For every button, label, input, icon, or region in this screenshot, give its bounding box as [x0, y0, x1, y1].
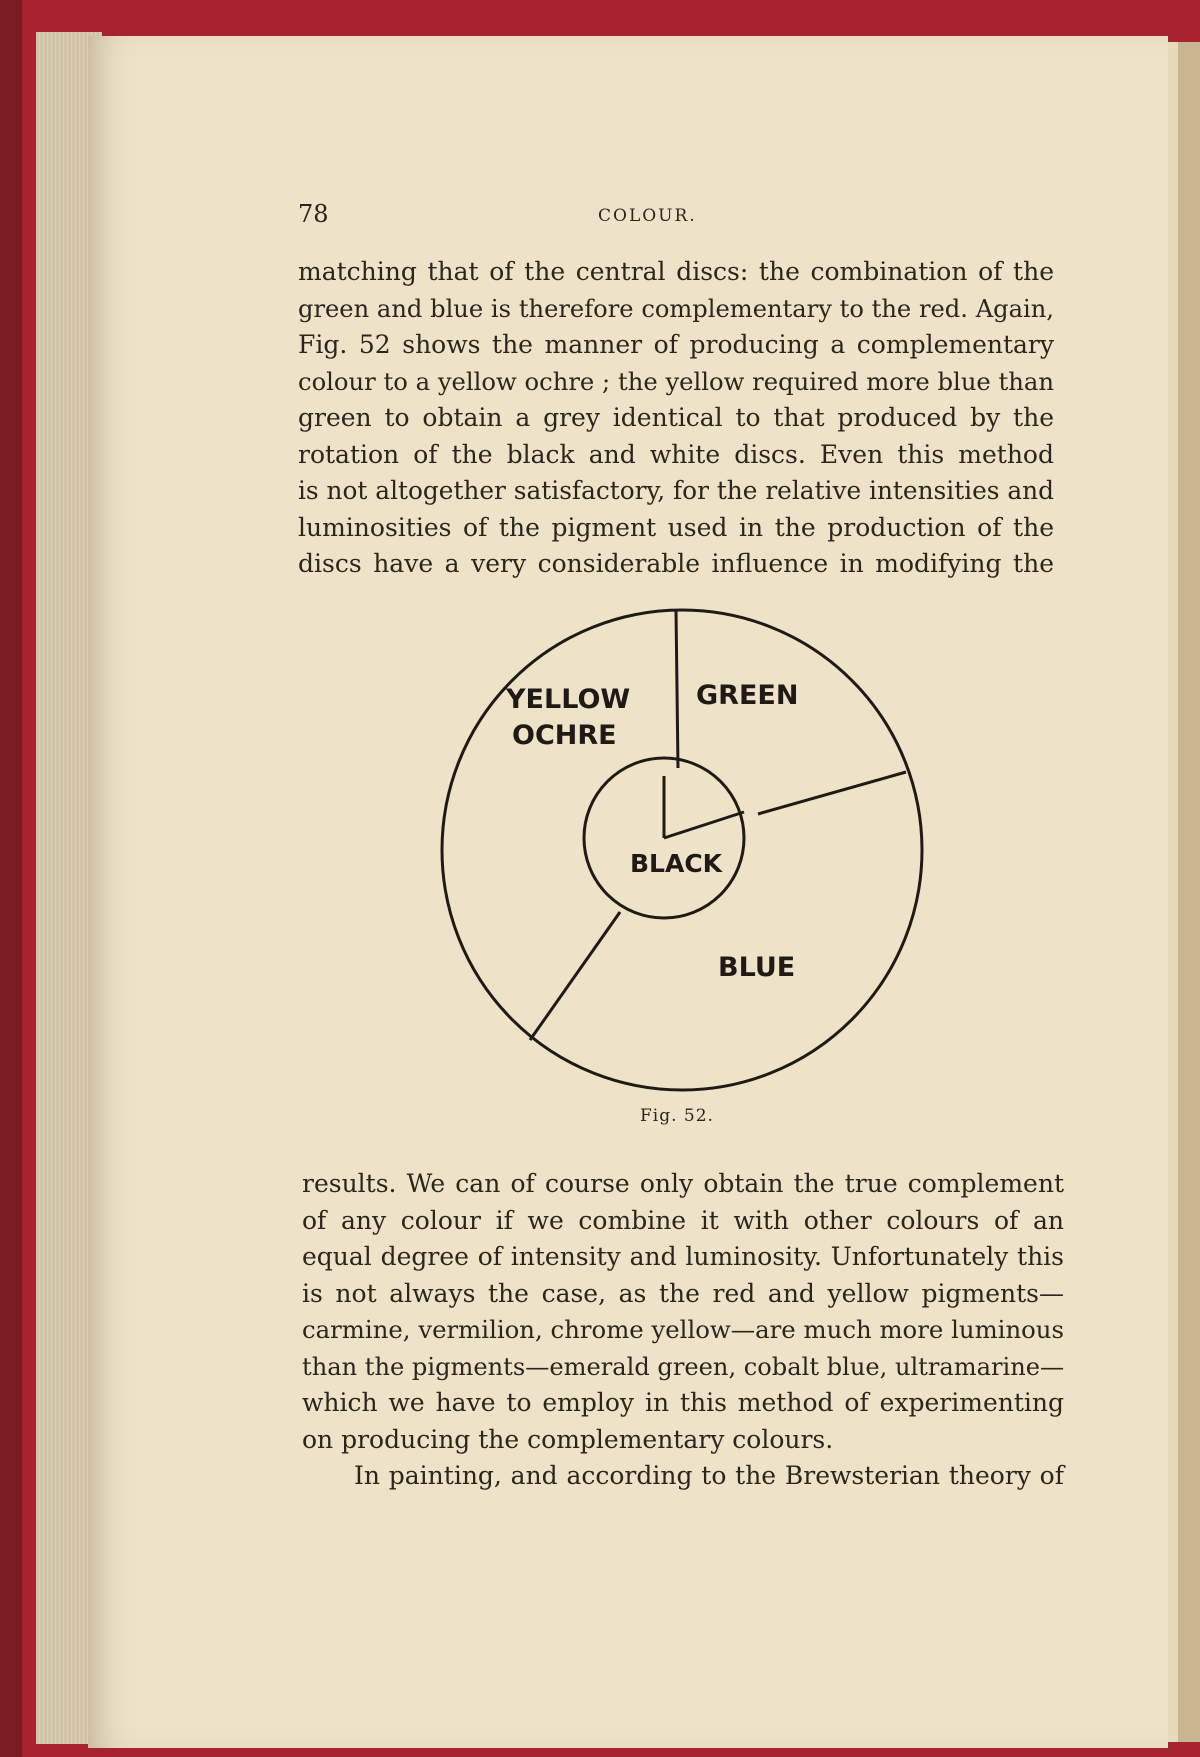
page-header: [298, 200, 1050, 240]
text-line: is not altogether satisfactory, for the relative intensities and: [298, 476, 1055, 505]
top-paragraph: [298, 254, 1054, 583]
figure-caption: Fig. 52.: [640, 1106, 714, 1126]
text-line: luminosities of the pigment used in the production of the: [298, 512, 1054, 542]
label-black: BLACK: [630, 849, 723, 878]
text-line: discs have a very considerable influence in modifying the: [298, 549, 1054, 578]
page-number: 78: [298, 200, 329, 228]
bottom-paragraph: [302, 1166, 1064, 1495]
label-ochre: OCHRE: [512, 720, 617, 751]
label-green: GREEN: [696, 680, 799, 711]
divider-yellow-green: [676, 610, 678, 768]
text-line: Fig. 52 shows the manner of producing a complementary: [298, 330, 1054, 359]
text-line: In painting, and according to the Brewsterian theory of: [354, 1461, 1064, 1490]
text-line: colour to a yellow ochre ; the yellow required more blue than: [298, 366, 1054, 396]
spine-gutter: [1178, 42, 1200, 1742]
text-line: matching that of the central discs: the combination of the: [298, 257, 1054, 286]
text-line: on producing the complementary colours.: [302, 1424, 834, 1454]
text-line: green and blue is therefore complementary to the red. Again,: [298, 294, 1054, 323]
text-line: carmine, vermilion, chrome yellow—are much more luminous: [302, 1315, 1064, 1344]
text-line: equal degree of intensity and luminosity. Unfortunately this: [302, 1242, 1064, 1271]
text-line: rotation of the black and white discs. Even this method: [298, 439, 1054, 469]
text-line: of any colour if we combine it with other colours of an: [302, 1205, 1064, 1235]
text-line: which we have to employ in this method of experimenting: [302, 1388, 1064, 1417]
text-line: results. We can of course only obtain the true complement: [302, 1169, 1064, 1198]
inner-divider-angled: [664, 812, 744, 838]
running-head: COLOUR.: [598, 206, 697, 226]
text-line: green to obtain a grey identical to that produced by the: [298, 403, 1054, 432]
divider-green-blue: [758, 772, 906, 814]
label-yellow: YELLOW: [506, 684, 631, 715]
divider-blue-yellow: [530, 912, 620, 1040]
figure-52-disc-diagram: [440, 604, 924, 1100]
text-line: is not always the case, as the red and yellow pigments—: [302, 1278, 1064, 1308]
text-line: than the pigments—emerald green, cobalt blue, ultramarine—: [302, 1352, 1065, 1381]
cover-shadow: [0, 0, 22, 1757]
label-blue: BLUE: [718, 952, 796, 983]
